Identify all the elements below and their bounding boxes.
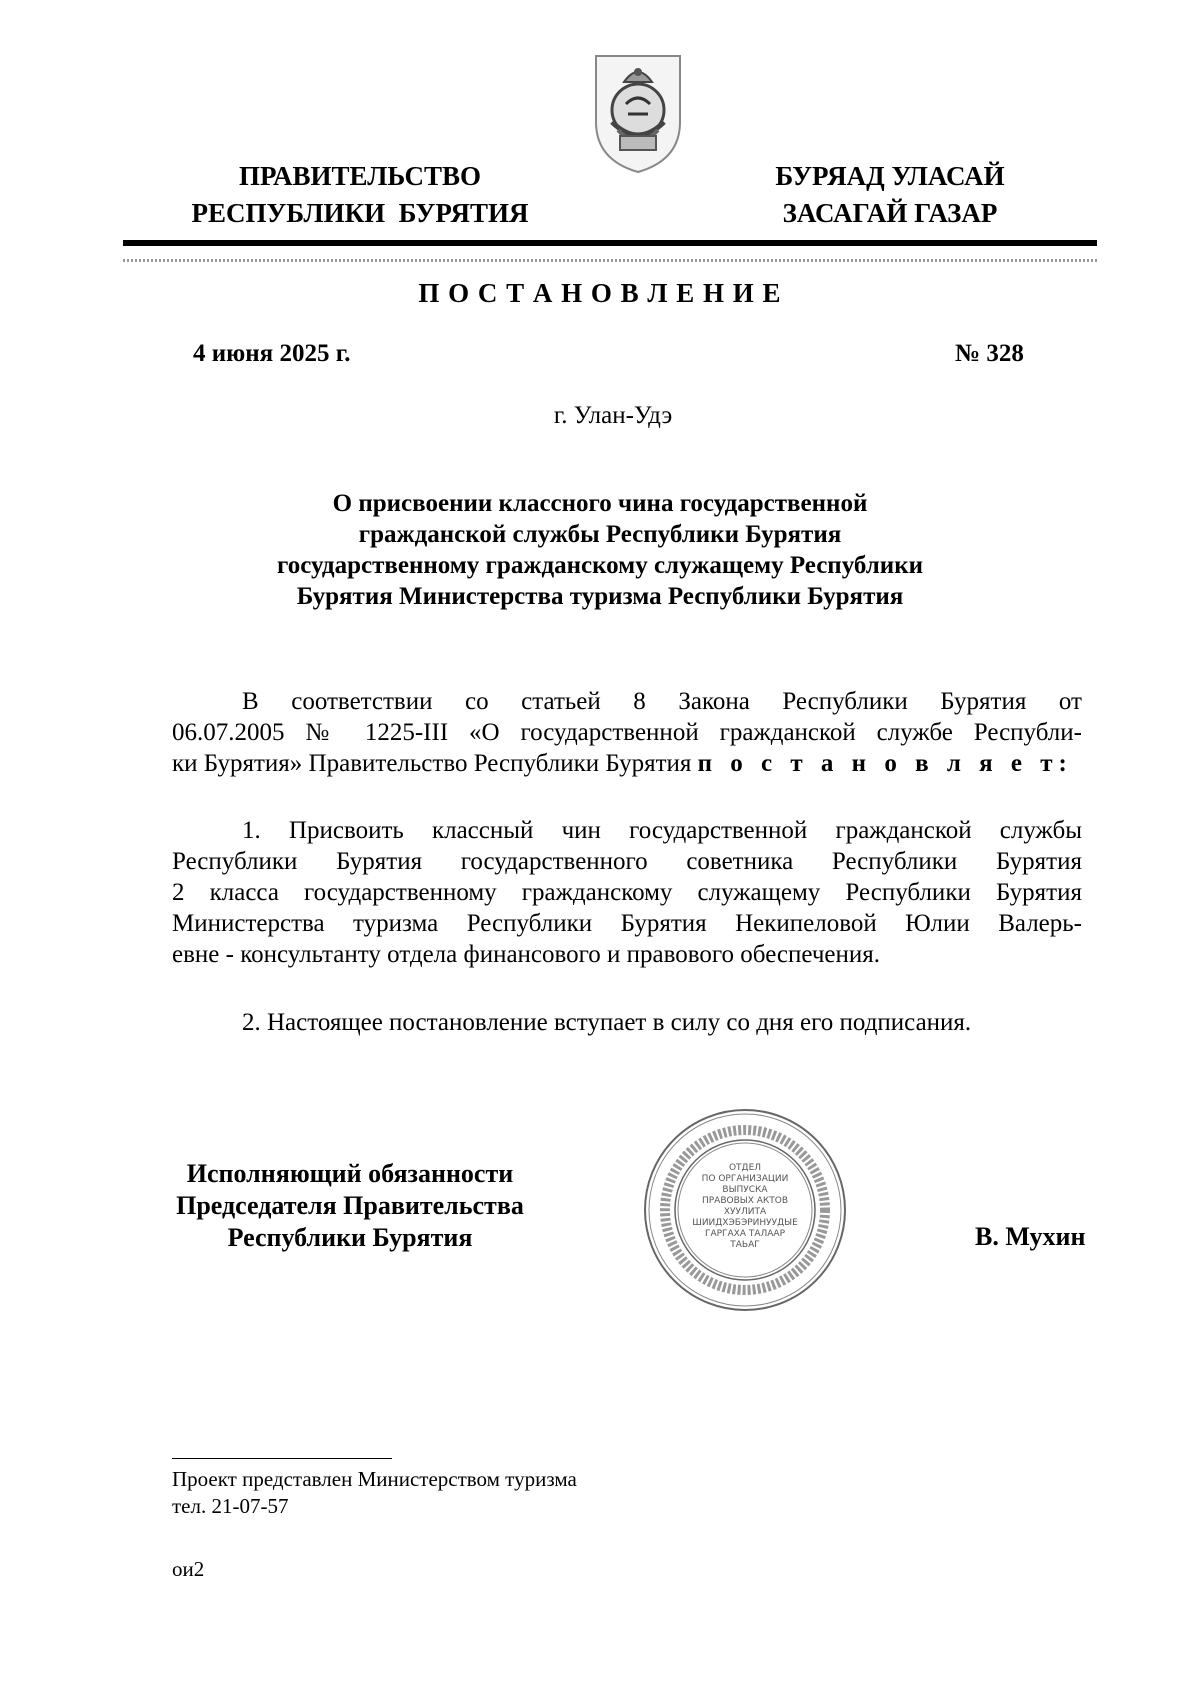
header-left: [170, 158, 550, 232]
role-line3: Республики Бурятия: [227, 1223, 473, 1252]
preamble-line3-wrap: [172, 748, 1082, 779]
role-line2: Председателя Правительства: [176, 1191, 524, 1220]
title-line1: О присвоении классного чина государственной: [332, 490, 868, 517]
stamp-line8: ТАЬАГ: [730, 1240, 760, 1250]
official-stamp: [640, 1105, 850, 1315]
stamp-line7: ГАРГАХА ТАЛААР: [704, 1229, 786, 1239]
header-left-line1: ПРАВИТЕЛЬСТВО: [238, 161, 482, 191]
signatory-name: В. Мухин: [975, 1222, 1086, 1251]
signatory-role: [150, 1158, 550, 1254]
document-code: ои2: [172, 1557, 205, 1581]
title-line3: государственному гражданскому служащему Республики: [277, 552, 923, 579]
role-line1: Исполняющий обязанности: [186, 1159, 514, 1188]
stamp-line4: ПРАВОВЫХ АКТОВ: [701, 1196, 789, 1206]
preamble-line3: ки Бурятия» Правительство Республики Бурятия: [172, 750, 692, 777]
header-divider: [123, 240, 1097, 246]
document-number: № 328: [955, 340, 1024, 367]
stamp-line2: ПО ОРГАНИЗАЦИИ: [701, 1174, 789, 1184]
stamp-line1: ОТДЕЛ: [728, 1163, 762, 1173]
preamble: [172, 686, 1082, 779]
item1-line5: евне - консультанту отдела финансового и правового обеспечения.: [172, 941, 881, 968]
preamble-line1: В соответствии со статьей 8 Закона Республики Бурятия от: [242, 688, 1082, 715]
stamp-line6: ШИИДХЭБЭРИНУУДЫЕ: [692, 1218, 798, 1228]
document-type: П О С Т А Н О В Л Е Н И Е: [418, 278, 782, 308]
preamble-emphasis: п о с т а н о в л я е т:: [697, 750, 1073, 777]
header-right: [740, 158, 1040, 232]
preamble-line2: 06.07.2005 № 1225-III «О государственной гражданской службе Республи-: [172, 719, 1082, 746]
item1-line3: 2 класса государственному гражданскому служащему Республики Бурятия: [172, 879, 1082, 906]
header-right-line2: ЗАСАГАЙ ГАЗАР: [782, 198, 998, 228]
stamp-line3: ВЫПУСКА: [722, 1185, 768, 1195]
header-right-line1: БУРЯАД УЛАСАЙ: [775, 161, 1005, 191]
city: г. Улан-Удэ: [553, 402, 673, 429]
title-line4: Бурятия Министерства туризма Республики Бурятия: [296, 583, 904, 610]
header-left-line2: РЕСПУБЛИКИ БУРЯТИЯ: [191, 198, 529, 228]
stamp-line5: ХУУЛИТА: [723, 1207, 767, 1217]
stamp-center-text: [685, 1163, 805, 1251]
footnote: [172, 1466, 577, 1520]
footnote-line1: Проект представлен Министерством туризма: [172, 1467, 577, 1491]
item-2: 2. Настоящее постановление вступает в силу со дня его подписания.: [242, 1009, 972, 1036]
document-date: 4 июня 2025 г.: [193, 340, 351, 367]
item1-line4: Министерства туризма Республики Бурятия Некипеловой Юлии Валерь-: [172, 910, 1082, 937]
emblem: [590, 52, 686, 176]
footnote-line2: тел. 21-07-57: [172, 1494, 289, 1518]
item1-line2: Республики Бурятия государственного советника Республики Бурятия: [172, 848, 1082, 875]
item1-line1: 1. Присвоить классный чин государственной гражданской службы: [242, 817, 1082, 844]
header-divider-thin: [123, 259, 1097, 262]
item-1: [172, 815, 1082, 970]
coat-of-arms-icon: [590, 52, 686, 176]
document-title: [0, 488, 1200, 612]
title-line2: гражданской службы Республики Бурятия: [358, 521, 842, 548]
footnote-divider: [172, 1458, 392, 1459]
